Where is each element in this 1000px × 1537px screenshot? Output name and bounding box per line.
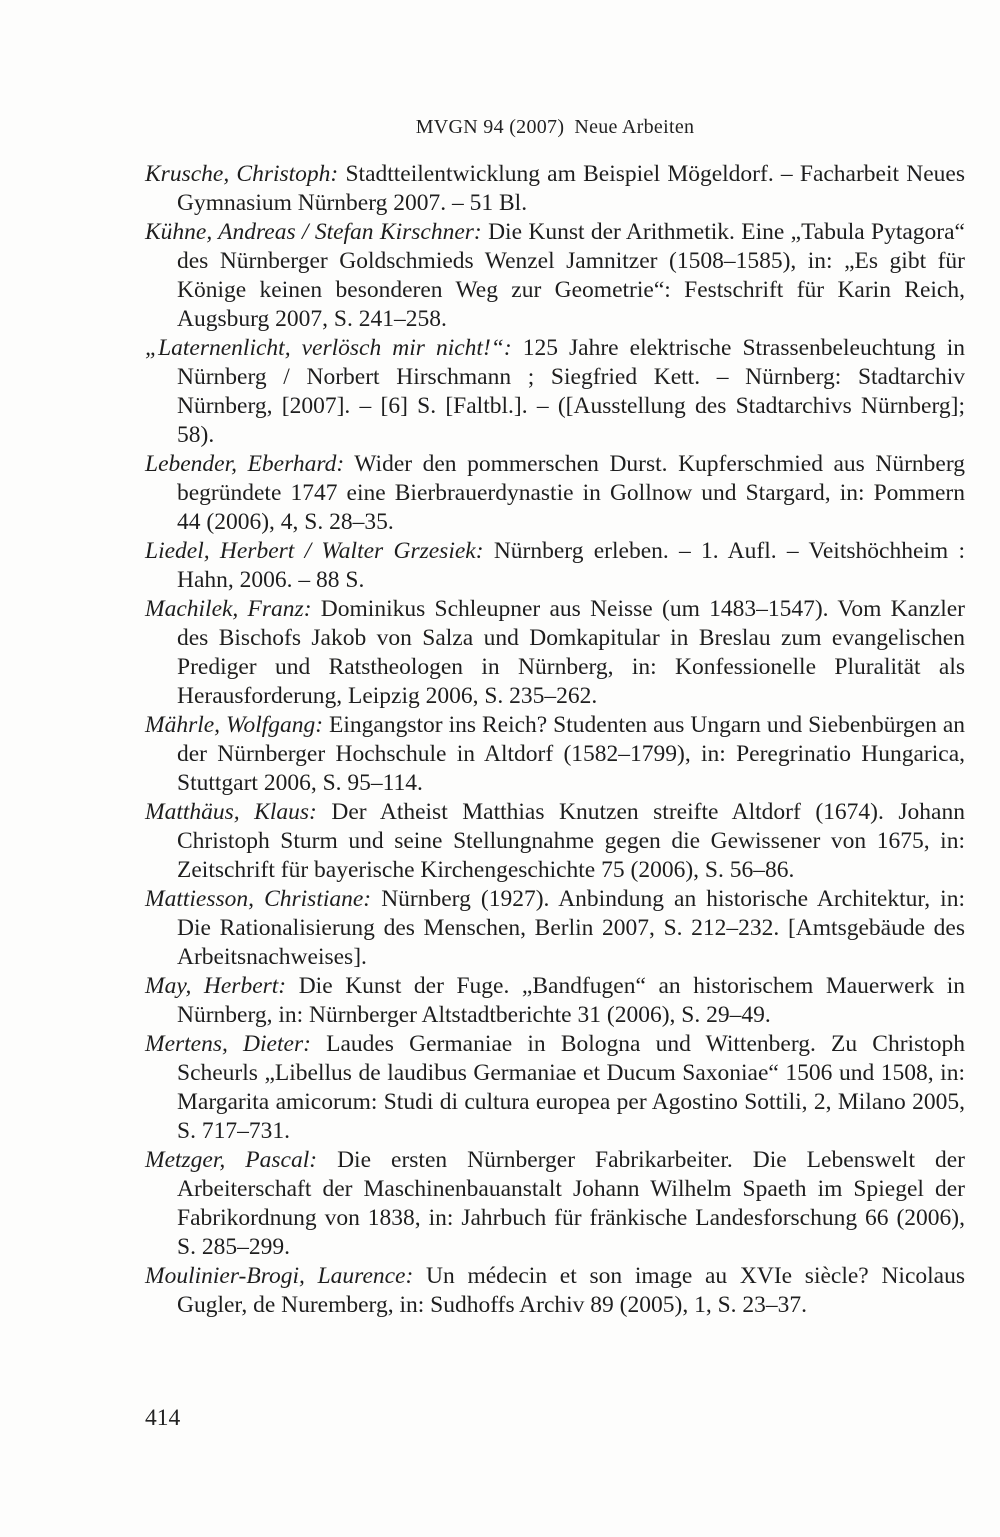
- entry-author: Liedel, Herbert / Walter Grzesiek:: [145, 538, 484, 564]
- entry-text: Der Atheist Matthias Knutzen streifte Altdorf (1674). Johann Christoph Sturm und seine Stellungnahme gegen die Gewissener von 1675, in: Zeitschrift für bayerische Kirchengeschichte 75 (2006), S. 56–86.: [177, 799, 965, 883]
- entry-text: Stadtteilentwicklung am Beispiel Mögeldorf. – Facharbeit Neues Gymnasium Nürnberg 2007. – 51 Bl.: [177, 161, 965, 216]
- entry-author: Lebender, Eberhard:: [145, 451, 345, 477]
- bibliography-entry: [145, 972, 965, 1030]
- entry-text: Laudes Germaniae in Bologna und Wittenberg. Zu Christoph Scheurls „Libellus de laudibus Germaniae et Ducum Saxoniae“ 1506 und 1508, in: Margarita amicorum: Studi di cultura europea per Agostino Sottili, 2, Milano 2005, S. 717–731.: [177, 1031, 965, 1144]
- page-number: 414: [145, 1405, 181, 1431]
- bibliography-entry: [145, 160, 965, 218]
- bibliography-entry: [145, 1030, 965, 1146]
- entry-author: Moulinier-Brogi, Laurence:: [145, 1263, 414, 1289]
- bibliography-entry: [145, 595, 965, 711]
- entry-author: Metzger, Pascal:: [145, 1147, 318, 1173]
- entry-text: Wider den pommerschen Durst. Kupferschmied aus Nürnberg begründete 1747 eine Bierbrauerdynastie in Gollnow und Stargard, in: Pommern 44 (2006), 4, S. 28–35.: [177, 451, 965, 535]
- entry-text: Un médecin et son image au XVIe siècle? Nicolaus Gugler, de Nuremberg, in: Sudhoffs Archiv 89 (2005), 1, S. 23–37.: [177, 1263, 965, 1318]
- entry-author: May, Herbert:: [145, 973, 287, 999]
- entry-text: Eingangstor ins Reich? Studenten aus Ungarn und Siebenbürgen an der Nürnberger Hochschule in Altdorf (1582–1799), in: Peregrinatio Hungarica, Stuttgart 2006, S. 95–114.: [177, 712, 966, 796]
- running-header: [145, 116, 965, 139]
- bibliography-entry: [145, 450, 965, 537]
- entry-author: Mährle, Wolfgang:: [145, 712, 324, 738]
- entry-text: Die Kunst der Arithmetik. Eine „Tabula Pytagora“ des Nürnberger Goldschmieds Wenzel Jamnitzer (1508–1585), in: „Es gibt für Könige keinen besonderen Weg zur Geometrie“: Festschrift für Karin Reich, Augsburg 2007, S. 241–258.: [177, 219, 965, 332]
- entry-text: Nürnberg (1927). Anbindung an historische Architektur, in: Die Rationalisierung des Menschen, Berlin 2007, S. 212–232. [Amtsgebäude des Arbeitsnachweises].: [177, 886, 965, 970]
- entry-text: Die Kunst der Fuge. „Bandfugen“ an historischem Mauerwerk in Nürnberg, in: Nürnberger Altstadtberichte 31 (2006), S. 29–49.: [177, 973, 966, 1028]
- entry-author: Machilek, Franz:: [145, 596, 312, 622]
- entry-author: Krusche, Christoph:: [145, 161, 339, 187]
- journal-reference: MVGN 94 (2007): [415, 116, 565, 138]
- bibliography-entry: [145, 798, 965, 885]
- bibliography-entry: [145, 885, 965, 972]
- entry-text: Dominikus Schleupner aus Neisse (um 1483–1547). Vom Kanzler des Bischofs Jakob von Salza und Domkapitular in Breslau zum evangelischen Prediger und Ratstheologen in Nürnberg, in: Konfessionelle Pluralität als Herausforderung, Leipzig 2006, S. 235–262.: [177, 596, 965, 709]
- bibliography-entry: [145, 1262, 965, 1320]
- entry-author: Mertens, Dieter:: [145, 1031, 311, 1057]
- entry-text: Nürnberg erleben. – 1. Aufl. – Veitshöchheim : Hahn, 2006. – 88 S.: [177, 538, 965, 593]
- bibliography-entry: [145, 218, 965, 334]
- section-title: Neue Arbeiten: [574, 116, 695, 138]
- bibliography-entry: [145, 711, 965, 798]
- entry-author: Matthäus, Klaus:: [145, 799, 317, 825]
- bibliography-entry: [145, 334, 965, 450]
- bibliography-entry: [145, 1146, 965, 1262]
- bibliography-entry: [145, 537, 965, 595]
- entry-text: 125 Jahre elektrische Strassenbeleuchtung in Nürnberg / Norbert Hirschmann ; Siegfried Kett. – Nürnberg: Stadtarchiv Nürnberg, [2007]. – [6] S. [Faltbl.]. – ([Ausstellung des Stadtarchivs Nürnberg]; 58).: [177, 335, 965, 448]
- entry-text: Die ersten Nürnberger Fabrikarbeiter. Die Lebenswelt der Arbeiterschaft der Maschinenbauanstalt Johann Wilhelm Spaeth im Spiegel der Fabrikordnung von 1838, in: Jahrbuch für fränkische Landesforschung 66 (2006), S. 285–299.: [177, 1147, 965, 1260]
- bibliography-list: [145, 160, 965, 1320]
- entry-author: „Laternenlicht, verlösch mir nicht!“:: [145, 335, 512, 361]
- entry-author: Kühne, Andreas / Stefan Kirschner:: [145, 219, 482, 245]
- entry-author: Mattiesson, Christiane:: [145, 886, 372, 912]
